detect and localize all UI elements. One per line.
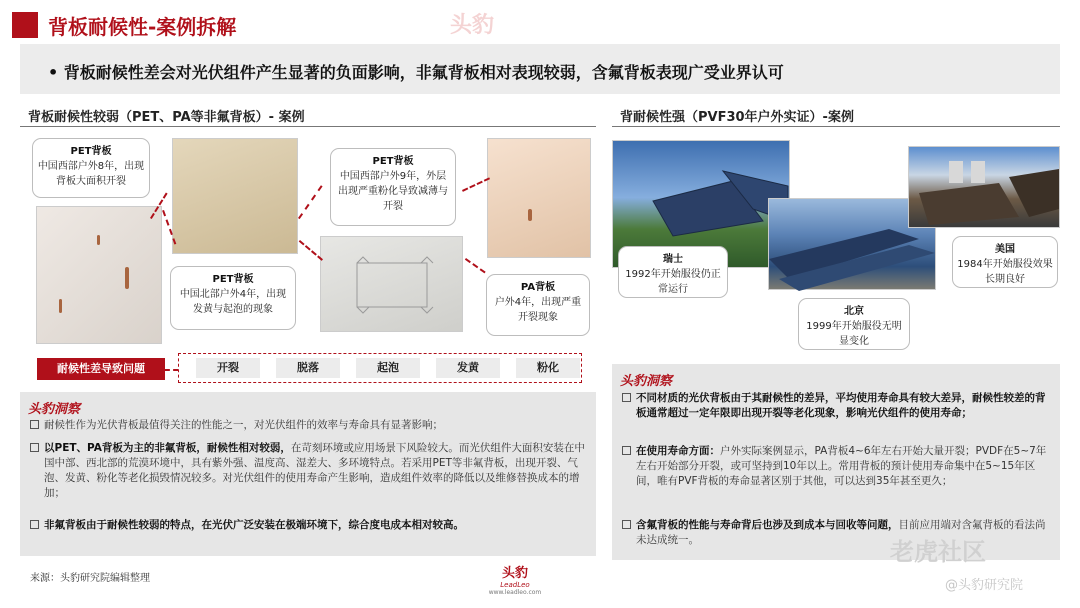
right-insight-bullet	[622, 518, 1052, 548]
header-watermark: 头豹	[450, 13, 495, 38]
right-insight-title: 头豹洞察	[620, 374, 673, 389]
checkbox-bullet-icon	[622, 446, 631, 455]
left-insight-bullet	[30, 418, 586, 433]
callout-pet-west-9yr	[330, 148, 456, 226]
logo-name: 头豹	[501, 566, 528, 581]
key-message-text: • 背板耐候性差会对光伏组件产生显著的负面影响，非氟背板相对表现较弱，含氟背板表现广受业界认可	[48, 63, 784, 82]
callout-pet-north-4yr	[170, 266, 296, 330]
bullet-bold: 在使用寿命方面：	[636, 445, 720, 457]
bullet-bold: 非氟背板由于耐候性较弱的特点，在光伏广泛安装在极端环境下，综合度电成本相对较高。	[44, 519, 464, 531]
issue-yellowing: 发黄	[436, 358, 500, 378]
bullet-bold: 以PET、PA背板为主的非氟背板，耐候性相对较弱，	[44, 442, 291, 454]
issue-peeling: 脱落	[276, 358, 340, 378]
callout-title: 美国	[995, 244, 1015, 255]
callout-body: 1984年开始服役效果长期良好	[957, 259, 1053, 285]
source-note: 来源：头豹研究院编辑整理	[30, 573, 150, 584]
photo-pet-chalking	[320, 236, 463, 332]
left-insight-bullet	[30, 441, 586, 501]
right-section-underline	[612, 126, 1060, 127]
bullet-text: 户外实际案例显示，PA背板4~6年左右开始大量开裂；PVDF在5~7年左右开始部分开裂，或可坚持到10年以上。常用背板的预计使用寿命集中在5~15年区间，唯有PVF背板的寿命显著区别于其他，可以达到35年甚至更久；	[636, 445, 1047, 487]
tiger-community-watermark: 老虎社区	[890, 538, 986, 566]
bullet-text: 目前应用端对含氟背板的看法尚未达成统一。	[636, 519, 1046, 546]
issues-label: 耐候性差导致问题	[37, 358, 165, 380]
callout-title: PET背板	[372, 156, 414, 167]
bullet-text: 耐候性作为光伏背板最值得关注的性能之一，对光伏组件的效率与寿命具有显著影响；	[44, 419, 443, 431]
photo-usa-array	[908, 146, 1060, 228]
page-title: 背板耐候性-案例拆解	[48, 15, 237, 39]
callout-pet-west-8yr	[32, 138, 150, 198]
photo-pet-cracking-west	[36, 206, 162, 344]
bullet-bold: 不同材质的光伏背板由于其耐候性的差异，平均使用寿命具有较大差异，耐候性较差的背板通常超过一定年限即出现开裂等老化现象，影响光伏组件的使用寿命；	[636, 392, 1046, 419]
header-accent-square	[12, 12, 38, 38]
checkbox-bullet-icon	[622, 520, 631, 529]
author-watermark: @头豹研究院	[945, 578, 1024, 593]
left-insight-title: 头豹洞察	[28, 402, 81, 417]
logo-sub: LeadLeo	[500, 581, 530, 589]
issue-chalking: 粉化	[516, 358, 580, 378]
callout-title: 北京	[844, 306, 864, 317]
left-insight-bullet	[30, 518, 586, 533]
connector-line	[465, 258, 486, 273]
callout-beijing	[798, 298, 910, 350]
callout-body: 1999年开始服役无明显变化	[806, 321, 902, 347]
photo-pa-cracking	[487, 138, 591, 258]
connector-line	[298, 185, 323, 219]
callout-body: 中国西部户外8年，出现背板大面积开裂	[37, 161, 145, 187]
callout-body: 1992年开始服役仍正常运行	[625, 269, 721, 295]
callout-title: PET背板	[212, 274, 254, 285]
callout-title: PET背板	[70, 146, 112, 157]
bullet-text: 在苛刻环境或应用场景下风险较大。而光伏组件大面积安装在中国中部、西北部的荒漠环境中，具有紫外强、温度高、湿差大、多环境特点。若采用PET等非氟背板，出现开裂、气泡、发黄、粉化等老化损毁情况较多。对光伏组件的使用寿命产生影响，造成组件效率的降低以及维修替换成本的增加；	[44, 442, 585, 499]
connector-line	[462, 177, 490, 191]
checkbox-bullet-icon	[30, 420, 39, 429]
left-section-title: 背板耐候性较弱（PET、PA等非氟背板）- 案例	[28, 110, 305, 125]
callout-title: 瑞士	[663, 254, 683, 265]
checkbox-bullet-icon	[622, 393, 631, 402]
right-section-title: 背耐候性强（PVF30年户外实证）-案例	[620, 110, 854, 125]
issue-cracking: 开裂	[196, 358, 260, 378]
chalking-pattern	[321, 237, 464, 333]
logo-url: www.leadleo.com	[488, 589, 542, 596]
callout-body: 户外4年，出现严重开裂现象	[494, 297, 582, 323]
callout-switzerland	[618, 246, 728, 298]
right-insight-bullet	[622, 444, 1052, 489]
callout-body: 中国西部户外9年，外层出现严重粉化导致减薄与开裂	[338, 171, 448, 212]
right-insight-bullet	[622, 391, 1052, 421]
leadleo-logo	[480, 562, 550, 596]
checkbox-bullet-icon	[30, 520, 39, 529]
solar-panels-drawing	[909, 147, 1061, 229]
callout-usa	[952, 236, 1058, 288]
bullet-bold: 含氟背板的性能与寿命背后也涉及到成本与回收等问题，	[636, 519, 899, 531]
checkbox-bullet-icon	[30, 443, 39, 452]
issues-connector	[165, 369, 178, 371]
callout-pa-4yr	[486, 274, 590, 336]
callout-body: 中国北部户外4年，出现发黄与起泡的现象	[179, 289, 287, 315]
issue-blistering: 起泡	[356, 358, 420, 378]
callout-title: PA背板	[520, 282, 556, 293]
left-section-underline	[20, 126, 596, 127]
photo-pet-yellowing	[172, 138, 298, 254]
